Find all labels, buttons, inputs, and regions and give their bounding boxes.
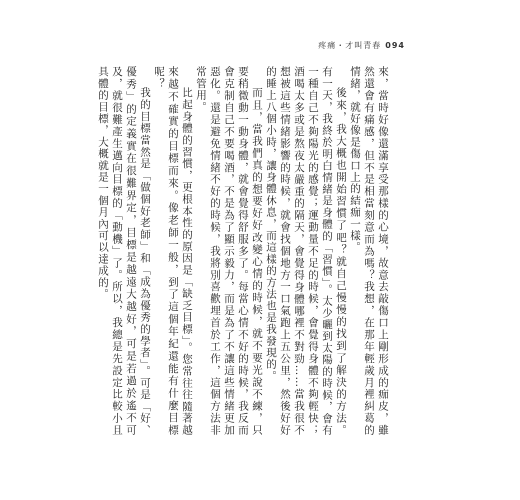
paragraph: 比起身體的習慣，更根本性的原因是「缺乏目標」。您常往往隨著越來越不確實的目標而來。像老師一般，到了這個年紀還能有什麼目標呢？ bbox=[153, 66, 193, 436]
paragraph: 後來，我大概也開始習慣了吧？就自己慢慢的找到了解決的方法。有一天，我終於明白情緒是身體的「習慣」。太少曬到太陽的時候，會有一種自己不夠陽光的感覺；運動量不足的時候，會覺得身體不夠輕快；酒喝太多或是熬夜太嚴重的隔天，會覺得身體哪裡不對勁……當我很不想被這些情緒影響的時候，就會找個地方一口氣跑上五公里，然後好好的睡上八個小時，讓身體休息，而這樣的方法也是我發現的。 bbox=[265, 66, 347, 436]
chapter-title: 疼痛・才叫青春 bbox=[318, 41, 382, 50]
paragraph: 我的目標當然是「做個好老師」和「成為優秀的學者」。可是「好、優秀」的定義實在很難界定，目標是越遠大越好，可是若過於遙不可及，就很難產生邁向目標的「動機」了。所以，我總是先設定比較小且具體的目標，大概就是一個月內可以達成的。 bbox=[97, 66, 151, 436]
paragraph: 來，當時好像還滿享受那樣的心境，故意去敲傷口上剛形成的痂皮，雖然還會有痛感，但不是相當刻意而為嗎？我想，在那年輕歲月裡糾葛的情緒，就好像是傷口上的結痂一樣。 bbox=[349, 66, 389, 436]
body-text bbox=[97, 66, 390, 436]
paragraph: 而且，當我們真的想要好好改變心情的時候，就不要光說不練，只要稍微動一動身體，就會覺得舒服多了。每當心情不好的時候，我反而會克制自己不要喝酒，不是為了顯示毅力，而是為了不讓這些情緒更加惡化。還是避免情緒不好的時候，我將別喜歡埋首於工作，這個方法非常管用。 bbox=[195, 66, 263, 436]
running-header bbox=[318, 40, 405, 51]
page-number: 094 bbox=[385, 41, 405, 50]
